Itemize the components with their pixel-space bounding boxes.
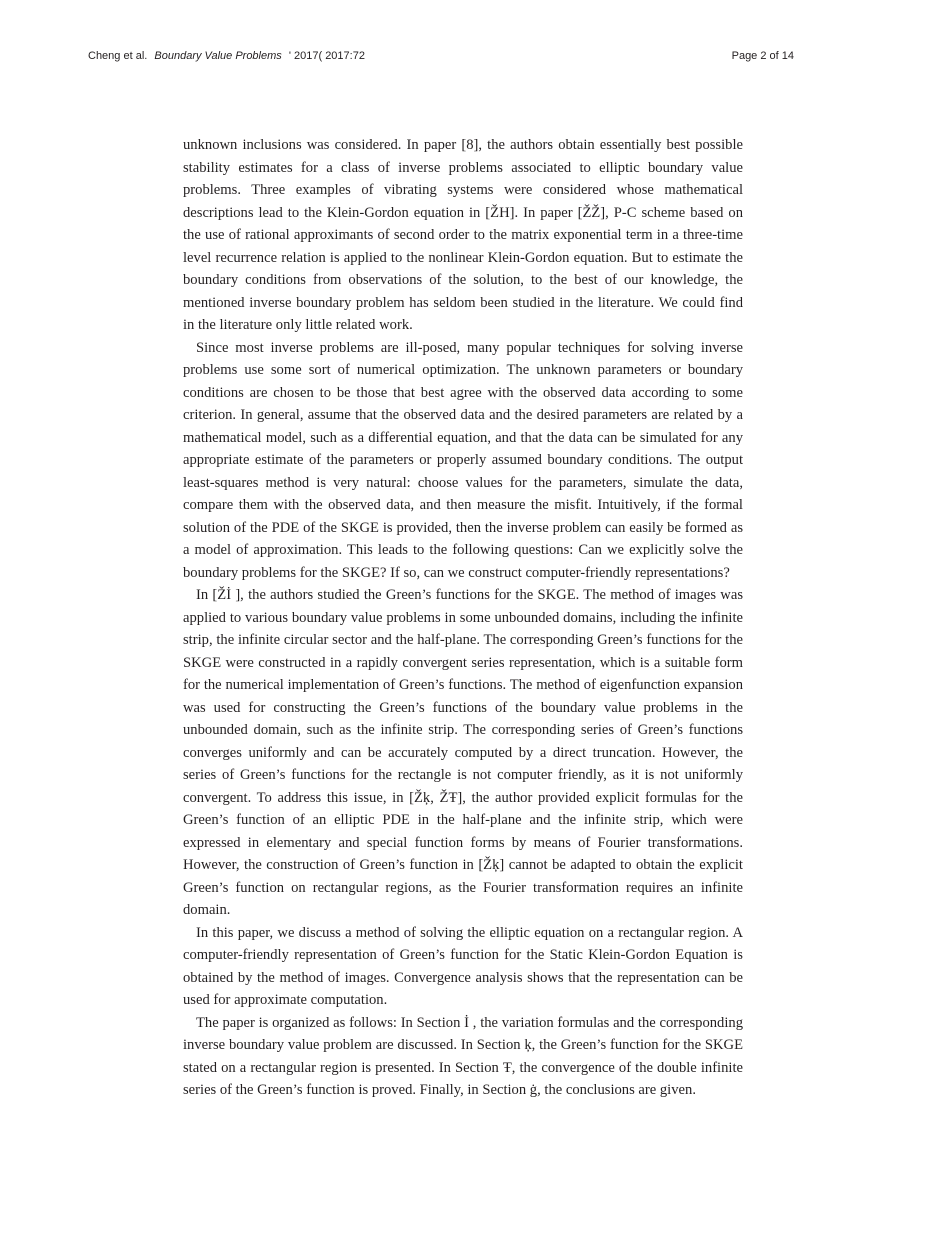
authors: Cheng et al.	[88, 50, 148, 62]
paragraph-1: unknown inclusions was considered. In paper [8], the authors obtain essentially best possible stability estimates for a class of inverse problems associated to elliptic boundary value problems. Three examples of vibrating systems were considered whose mathematical descriptions lead to the Klein-Gordon equation in [ŽH]. In paper [ŽŽ], P-C scheme based on the use of rational approximants of second order to the matrix exponential term in a three-time level recurrence relation is applied to the nonlinear Klein-Gordon equation. But to estimate the boundary conditions from observations of the solution, to the best of our knowledge, the mentioned inverse boundary problem has seldom been studied in the literature. We could find in the literature only little related work.	[183, 137, 743, 333]
article-body	[183, 134, 743, 1102]
paragraph-2: Since most inverse problems are ill-posed, many popular techniques for solving inverse problems use some sort of numerical optimization. The unknown parameters or boundary conditions are chosen to be those that best agree with the observed data according to some criterion. In general, assume that the observed data and the desired parameters are related by a mathematical model, such as a differential equation, and that the data can be simulated for any appropriate estimate of the parameters or properly assumed boundary conditions. The output least-squares method is very natural: choose values for the parameters, simulate the data, compare them with the observed data, and then measure the misfit. Intuitively, if the formal solution of the PDE of the SKGE is provided, then the inverse problem can easily be formed as a model of approximation. This leads to the following questions: Can we explicitly solve the boundary problems for the SKGE? If so, can we construct computer-friendly representations?	[183, 339, 743, 581]
paragraph-5: The paper is organized as follows: In Section İ , the variation formulas and the corresponding inverse boundary value problem are discussed. In Section ķ, the Green’s function for the SKGE stated on a rectangular region is presented. In Section Ŧ, the convergence of the double infinite series of the Green’s function is proved. Finally, in Section ġ, the conclusions are given.	[183, 1014, 743, 1098]
year-info: ' 2017( 2017:72	[288, 50, 365, 62]
journal-title: Boundary Value Problems	[154, 50, 282, 62]
page-header	[88, 50, 794, 62]
paragraph-4: In this paper, we discuss a method of solving the elliptic equation on a rectangular region. A computer-friendly representation of Green’s function for the Static Klein-Gordon Equation is obtained by the method of images. Convergence analysis shows that the representation can be used for approximate computation.	[183, 924, 743, 1008]
running-head	[88, 50, 365, 62]
paragraph-3: In [Žİ ], the authors studied the Green’s functions for the SKGE. The method of images was applied to various boundary value problems in some unbounded domains, including the infinite strip, the infinite circular sector and the half-plane. The corresponding Green’s functions for the SKGE were constructed in a rapidly convergent series representation, which is a suitable form for the numerical implementation of Green’s functions. The method of eigenfunction expansion was used for constructing the Green’s functions of the boundary value problems in the unbounded domain, such as the infinite strip. The corresponding series of Green’s functions converges uniformly and can be accurately computed by a direct truncation. However, the series of Green’s functions for the rectangle is not computer friendly, as it is not uniformly convergent. To address this issue, in [Žķ, ŽŦ], the author provided explicit formulas for the Green’s function of an elliptic PDE in the half-plane and the infinite strip, which were expressed in elementary and special function forms by means of Fourier transformations. However, the construction of Green’s function in [Žķ] cannot be adapted to obtain the explicit Green’s function on rectangular regions, as the Fourier transformation requires an infinite domain.	[183, 587, 743, 918]
page-number: Page 2 of 14	[731, 50, 794, 62]
